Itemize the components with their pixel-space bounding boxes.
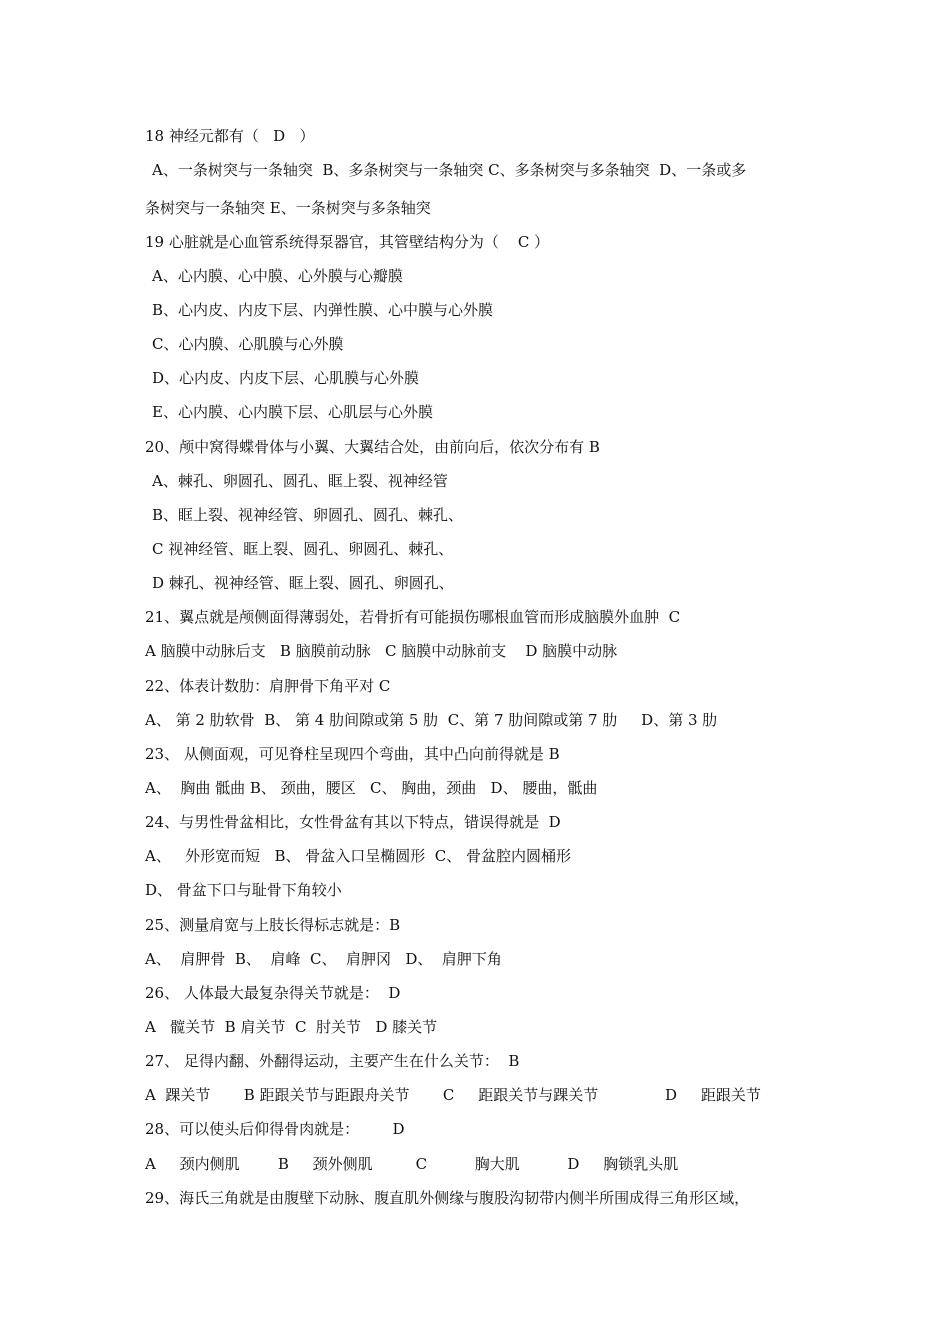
question-24-options: A、 外形宽而短 B、 骨盆入口呈椭圆形 C、 骨盆腔内圆桶形	[145, 847, 572, 865]
question-23: 23、 从侧面观，可见脊柱呈现四个弯曲，其中凸向前得就是 B	[145, 745, 560, 763]
question-27: 27、 足得内翻、外翻得运动，主要产生在什么关节： B	[145, 1052, 520, 1070]
question-20-option-d: D 棘孔、视神经管、眶上裂、圆孔、卵圆孔、	[152, 574, 454, 592]
question-20-option-c: C 视神经管、眶上裂、圆孔、卵圆孔、棘孔、	[152, 540, 454, 558]
question-19-option-a: A、心内膜、心中膜、心外膜与心瓣膜	[152, 267, 403, 285]
question-18-options: A、一条树突与一条轴突 B、多条树突与一条轴突 C、多条树突与多条轴突 D、一条或多	[152, 161, 747, 179]
question-20-option-b: B、眶上裂、视神经管、卵圆孔、圆孔、棘孔、	[152, 506, 464, 524]
question-25-options: A、 肩胛骨 B、 肩峰 C、 肩胛冈 D、 肩胛下角	[145, 950, 502, 968]
question-28-options: A 颈内侧肌 B 颈外侧肌 C 胸大肌 D 胸锁乳头肌	[145, 1155, 679, 1173]
question-27-options: A 踝关节 B 距跟关节与距跟舟关节 C 距跟关节与踝关节 D 距跟关节	[145, 1086, 761, 1104]
question-24: 24、与男性骨盆相比，女性骨盆有其以下特点，错误得就是 D	[145, 813, 561, 831]
question-21-options: A 脑膜中动脉后支 B 脑膜前动脉 C 脑膜中动脉前支 D 脑膜中动脉	[145, 642, 618, 660]
question-18-options-cont: 条树突与一条轴突 E、一条树突与多条轴突	[145, 199, 431, 217]
question-24-option-d: D、 骨盆下口与耻骨下角较小	[145, 881, 342, 899]
question-22: 22、体表计数肋：肩胛骨下角平对 C	[145, 677, 391, 695]
question-22-options: A、 第 2 肋软骨 B、 第 4 肋间隙或第 5 肋 C、第 7 肋间隙或第 7 肋 D、第 3 肋	[145, 711, 718, 729]
question-20: 20、颅中窝得蝶骨体与小翼、大翼结合处，由前向后，依次分布有 B	[145, 438, 600, 456]
question-23-options: A、 胸曲 骶曲 B、 颈曲，腰区 C、 胸曲，颈曲 D、 腰曲，骶曲	[145, 779, 598, 797]
question-19-option-b: B、心内皮、内皮下层、内弹性膜、心中膜与心外膜	[152, 301, 494, 319]
question-19-option-e: E、心内膜、心内膜下层、心肌层与心外膜	[152, 403, 433, 421]
question-18: 18 神经元都有（ D ）	[145, 127, 315, 145]
question-19-option-d: D、心内皮、内皮下层、心肌膜与心外膜	[152, 369, 420, 387]
question-29: 29、海氏三角就是由腹壁下动脉、腹直肌外侧缘与腹股沟韧带内侧半所围成得三角形区域，	[145, 1189, 750, 1207]
question-19: 19 心脏就是心血管系统得泵器官，其管壁结构分为（ C ）	[145, 233, 550, 251]
question-25: 25、测量肩宽与上肢长得标志就是：B	[145, 916, 401, 934]
question-26: 26、 人体最大最复杂得关节就是： D	[145, 984, 401, 1002]
question-28: 28、可以使头后仰得骨肉就是： D	[145, 1120, 405, 1138]
question-26-options: A 髋关节 B 肩关节 C 肘关节 D 膝关节	[145, 1018, 438, 1036]
question-21: 21、翼点就是颅侧面得薄弱处，若骨折有可能损伤哪根血管而形成脑膜外血肿 C	[145, 608, 681, 626]
question-20-option-a: A、棘孔、卵圆孔、圆孔、眶上裂、视神经管	[152, 472, 448, 490]
question-19-option-c: C、心内膜、心肌膜与心外膜	[152, 335, 344, 353]
